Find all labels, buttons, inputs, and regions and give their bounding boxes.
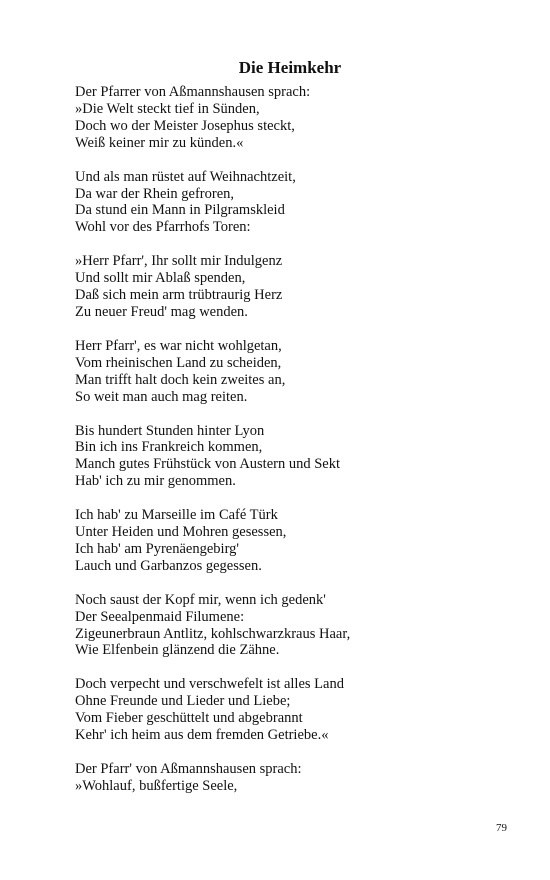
poem-line: Wohl vor des Pfarrhofs Toren:	[75, 219, 251, 236]
stanza	[75, 253, 515, 321]
poem-title: Die Heimkehr	[238, 58, 342, 77]
poem-line: Und als man rüstet auf Weihnachtzeit,	[75, 168, 296, 185]
poem-line: Bin ich ins Frankreich kommen,	[75, 439, 263, 456]
stanza	[75, 423, 515, 491]
poem-line: Da war der Rhein gefroren,	[75, 185, 235, 202]
poem-line: Kehr' ich heim aus dem fremden Getriebe.«	[75, 727, 329, 744]
poem-line: »Die Welt steckt tief in Sünden,	[75, 100, 260, 117]
poem-line: »Wohlauf, bußfertige Seele,	[75, 777, 238, 794]
poem-body	[75, 84, 515, 812]
poem-line: Ich hab' am Pyrenäengebirg'	[75, 540, 239, 557]
poem-line: Weiß keiner mir zu künden.«	[75, 134, 244, 151]
poem-line: So weit man auch mag reiten.	[75, 388, 248, 405]
poem-line: Ohne Freunde und Lieder und Liebe;	[75, 693, 291, 710]
poem-line: Noch saust der Kopf mir, wenn ich gedenk'	[75, 591, 326, 608]
stanza	[75, 761, 515, 795]
poem-line: Bis hundert Stunden hinter Lyon	[75, 422, 265, 439]
stanza	[75, 592, 515, 660]
poem-line: Da stund ein Mann in Pilgramskleid	[75, 202, 285, 219]
stanza	[75, 507, 515, 575]
poem-line: Man trifft halt doch kein zweites an,	[75, 371, 286, 388]
poem-line: Doch wo der Meister Josephus steckt,	[75, 117, 295, 134]
poem-line: Der Pfarrer von Aßmannshausen sprach:	[75, 84, 311, 100]
poem-line: Manch gutes Frühstück von Austern und Sekt	[75, 456, 341, 473]
poem-line: »Herr Pfarr', Ihr sollt mir Indulgenz	[75, 253, 283, 270]
poem-line: Der Pfarr' von Aßmannshausen sprach:	[75, 761, 302, 777]
stanza	[75, 676, 515, 744]
poem-line: Zigeunerbraun Antlitz, kohlschwarzkraus Haar,	[75, 625, 351, 642]
poem-line: Unter Heiden und Mohren gesessen,	[75, 524, 287, 541]
poem-line: Zu neuer Freud' mag wenden.	[75, 303, 248, 320]
poem-line: Vom rheinischen Land zu scheiden,	[75, 354, 282, 371]
poem-line: Doch verpecht und verschwefelt ist alles Land	[75, 676, 344, 693]
poem-line: Wie Elfenbein glänzend die Zähne.	[75, 642, 280, 659]
poem-line: Lauch und Garbanzos gegessen.	[75, 557, 262, 574]
stanza	[75, 169, 515, 237]
poem-line: Hab' ich zu mir genommen.	[75, 473, 236, 490]
poem-line: Und sollt mir Ablaß spenden,	[75, 270, 246, 287]
poem-line: Vom Fieber geschüttelt und abgebrannt	[75, 710, 303, 727]
page-number: 79	[496, 822, 507, 834]
stanza	[75, 338, 515, 406]
stanza	[75, 84, 515, 152]
poem-line: Ich hab' zu Marseille im Café Türk	[75, 507, 278, 524]
poem-line: Herr Pfarr', es war nicht wohlgetan,	[75, 337, 282, 354]
poem-line: Daß sich mein arm trübtraurig Herz	[75, 287, 283, 304]
poem-line: Der Seealpenmaid Filumene:	[75, 608, 245, 625]
